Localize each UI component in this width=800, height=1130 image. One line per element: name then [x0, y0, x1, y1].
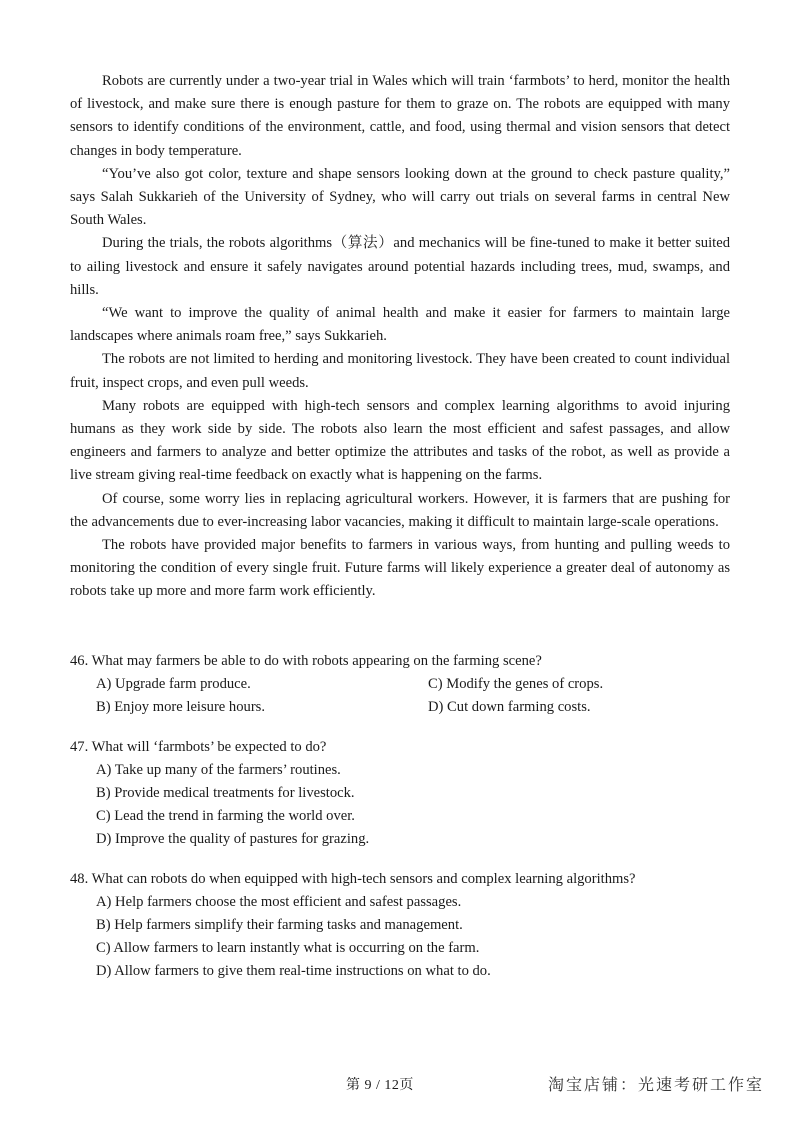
shop-watermark: 淘宝店铺：光速考研工作室 — [548, 1075, 765, 1094]
answer-options — [70, 759, 730, 852]
passage-paragraph: The robots have provided major benefits to farmers in various ways, from hunting and pulling weeds to monitoring the condition of every single fruit. Future farms will likely experience a greater deal of autonomy as robots take up more and more farm work efficiently. — [70, 537, 730, 600]
option-c: C) Lead the trend in farming the world over. — [96, 808, 355, 825]
reading-passage — [70, 70, 730, 604]
option-b: B) Enjoy more leisure hours. — [96, 699, 266, 716]
question-46 — [70, 650, 730, 720]
answer-options — [70, 673, 730, 719]
passage-paragraph: “We want to improve the quality of animal health and make it easier for farmers to maintain large landscapes where animals roam free,” says Sukkarieh. — [70, 305, 730, 345]
option-a: A) Upgrade farm produce. — [96, 676, 251, 693]
passage-paragraph: “You’ve also got color, texture and shape sensors looking down at the ground to check pasture quality,” says Salah Sukkarieh of the University of Sydney, who will carry out trials on several farms in central New South Wales. — [70, 165, 730, 229]
passage-paragraph: Many robots are equipped with high-tech sensors and complex learning algorithms to avoid injuring humans as they work side by side. The robots also learn the most efficient and safest passages, and allow engineers and farmers to analyze and better optimize the attributes and tasks of the robot, as well as provide a live stream giving real-time feedback on exactly what is happening on the farms. — [70, 397, 730, 484]
option-d: D) Cut down farming costs. — [428, 699, 591, 716]
page-footer — [0, 1070, 800, 1100]
question-48 — [70, 868, 730, 984]
question-stem: 47. What will ‘farmbots’ be expected to do? — [70, 738, 327, 755]
passage-paragraph: Robots are currently under a two-year trial in Wales which will train ‘farmbots’ to herd, monitor the health of livestock, and make sure there is enough pasture for them to graze on. The robots are equipped with many sensors to identify conditions of the environment, cattle, and food, using thermal and vision sensors that detect changes in body temperature. — [70, 73, 730, 159]
passage-paragraph: The robots are not limited to herding and monitoring livestock. They have been created to count individual fruit, inspect crops, and even pull weeds. — [70, 351, 730, 391]
option-b: B) Provide medical treatments for livestock. — [96, 785, 355, 802]
option-b: B) Help farmers simplify their farming tasks and management. — [96, 917, 463, 934]
passage-paragraph: During the trials, the robots algorithms（算法）and mechanics will be fine-tuned to make it better suited to ailing livestock and ensure it safely navigates around potential hazards including trees, mud, swamps, and hills. — [70, 235, 730, 298]
question-stem: 48. What can robots do when equipped with high-tech sensors and complex learning algorithms? — [70, 870, 636, 887]
option-d: D) Allow farmers to give them real-time instructions on what to do. — [96, 963, 491, 980]
answer-options — [70, 891, 730, 984]
option-d: D) Improve the quality of pastures for grazing. — [96, 831, 370, 848]
page-number: 第 9 / 12页 — [346, 1078, 414, 1093]
question-section — [70, 650, 730, 1000]
option-c: C) Modify the genes of crops. — [428, 676, 604, 693]
option-a: A) Take up many of the farmers’ routines. — [96, 761, 341, 778]
question-47 — [70, 736, 730, 852]
question-stem: 46. What may farmers be able to do with robots appearing on the farming scene? — [70, 653, 542, 669]
passage-paragraph: Of course, some worry lies in replacing agricultural workers. However, it is farmers that are pushing for the advancements due to ever-increasing labor vacancies, making it difficult to maintain large-scale operations. — [70, 490, 730, 530]
option-a: A) Help farmers choose the most efficient and safest passages. — [96, 893, 462, 910]
option-c: C) Allow farmers to learn instantly what is occurring on the farm. — [96, 940, 480, 957]
